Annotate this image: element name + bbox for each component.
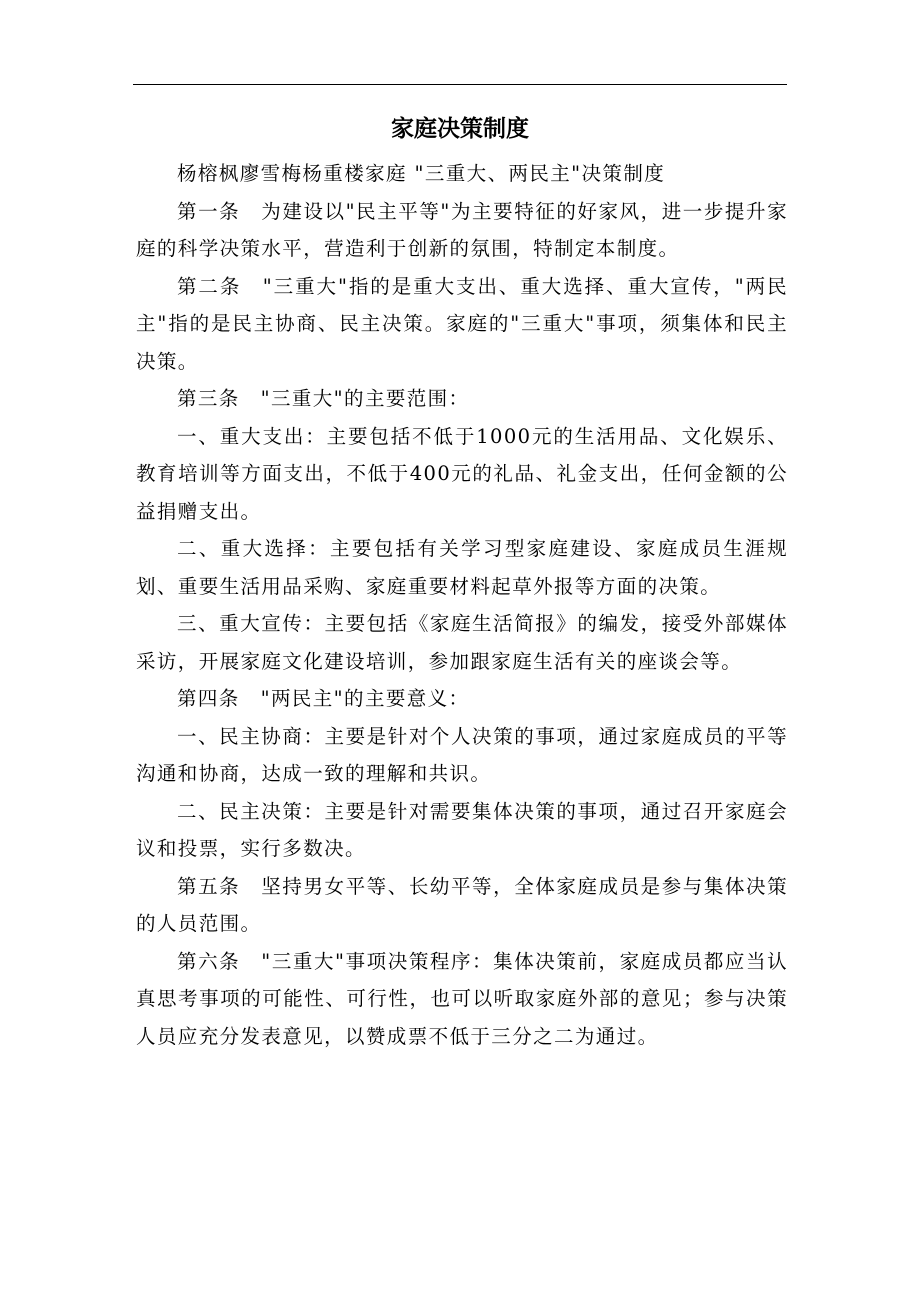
paragraph-article-2: 第二条 "三重大"指的是重大支出、重大选择、重大宣传，"两民主"指的是民主协商、民主决策。家庭的"三重大"事项，须集体和民主决策。 bbox=[136, 274, 788, 373]
paragraph-major-publicity: 三、重大宣传：主要包括《家庭生活简报》的编发，接受外部媒体采访，开展家庭文化建设培训，参加跟家庭生活有关的座谈会等。 bbox=[136, 612, 788, 673]
document-title: 家庭决策制度 bbox=[391, 116, 529, 142]
document-body bbox=[136, 155, 788, 1055]
paragraph-democratic-consultation: 一、民主协商：主要是针对个人决策的事项，通过家庭成员的平等沟通和协商，达成一致的理解和共识。 bbox=[136, 724, 788, 785]
paragraph-article-3: 第三条 "三重大"的主要范围： bbox=[177, 387, 470, 410]
paragraph-article-1: 第一条 为建设以"民主平等"为主要特征的好家风，进一步提升家庭的科学决策水平，营造利于创新的氛围，特制定本制度。 bbox=[136, 199, 788, 260]
paragraph-democratic-decision: 二、民主决策：主要是针对需要集体决策的事项，通过召开家庭会议和投票，实行多数决。 bbox=[136, 799, 788, 860]
paragraph-article-6: 第六条 "三重大"事项决策程序：集体决策前，家庭成员都应当认真思考事项的可能性、可行性，也可以听取家庭外部的意见；参与决策人员应充分发表意见，以赞成票不低于三分之二为通过。 bbox=[136, 949, 788, 1048]
paragraph-article-5: 第五条 坚持男女平等、长幼平等，全体家庭成员是参与集体决策的人员范围。 bbox=[136, 874, 788, 935]
header-rule bbox=[133, 84, 787, 85]
paragraph-subtitle: 杨榕枫廖雪梅杨重楼家庭 "三重大、两民主"决策制度 bbox=[177, 162, 666, 185]
paragraph-major-spending: 一、重大支出：主要包括不低于1000元的生活用品、文化娱乐、教育培训等方面支出，不低于400元的礼品、礼金支出，任何金额的公益捐赠支出。 bbox=[136, 424, 788, 523]
paragraph-major-choices: 二、重大选择：主要包括有关学习型家庭建设、家庭成员生涯规划、重要生活用品采购、家庭重要材料起草外报等方面的决策。 bbox=[136, 537, 788, 598]
paragraph-article-4: 第四条 "两民主"的主要意义： bbox=[177, 687, 470, 710]
